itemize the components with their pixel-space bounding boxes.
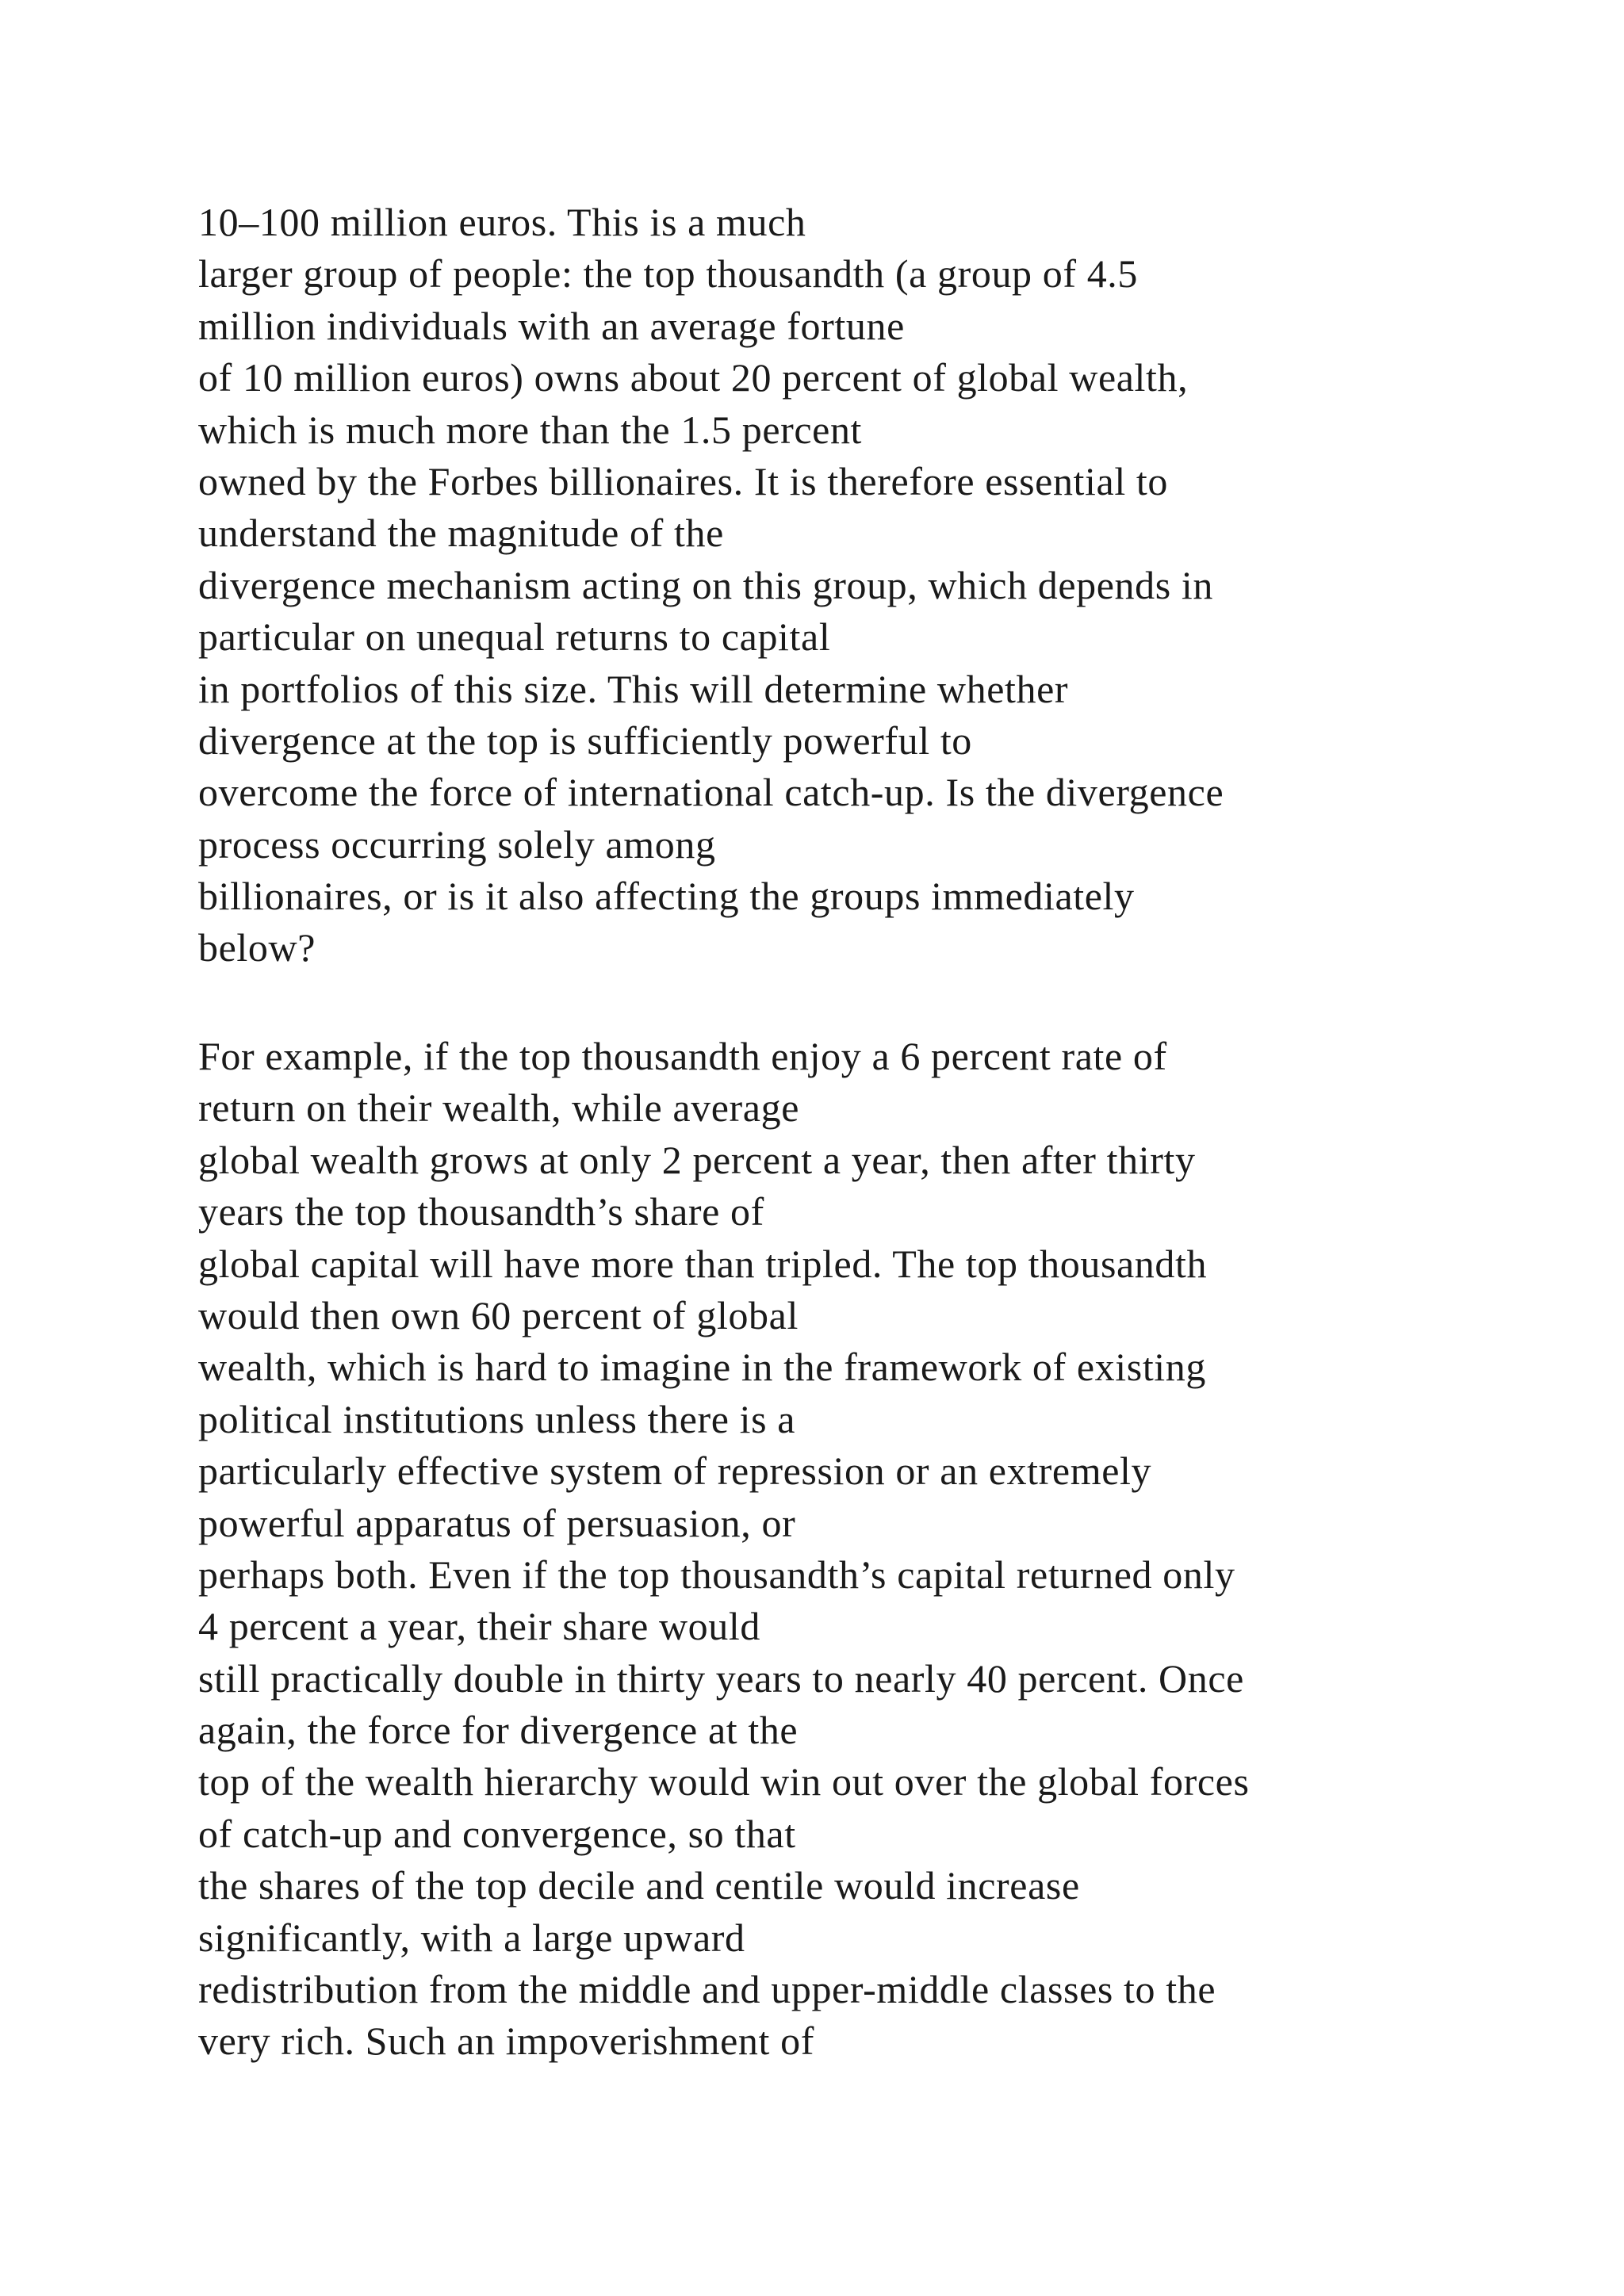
text-line: owned by the Forbes billionaires. It is therefore essential to (198, 458, 1169, 503)
text-line: political institutions unless there is a (198, 1396, 796, 1441)
text-line: in portfolios of this size. This will determine whether (198, 666, 1069, 711)
text-line: perhaps both. Even if the top thousandth’s capital returned only (198, 1552, 1235, 1597)
text-line: redistribution from the middle and upper-middle classes to the (198, 1967, 1216, 2012)
text-line: significantly, with a large upward (198, 1915, 745, 1960)
text-line: million individuals with an average fortune (198, 303, 905, 348)
text-line: of 10 million euros) owns about 20 percent of global wealth, (198, 355, 1189, 400)
text-line: 10–100 million euros. This is a much (198, 200, 806, 244)
text-line: the shares of the top decile and centile would increase (198, 1863, 1080, 1908)
text-line: global wealth grows at only 2 percent a year, then after thirty (198, 1137, 1196, 1182)
text-line: still practically double in thirty years to nearly 40 percent. Once (198, 1655, 1244, 1701)
text-line: would then own 60 percent of global (198, 1292, 799, 1337)
text-line: For example, if the top thousandth enjoy a 6 percent rate of (198, 1034, 1167, 1078)
text-line: top of the wealth hierarchy would win out over the global forces (198, 1759, 1250, 1804)
text-line: global capital will have more than tripled. The top thousandth (198, 1241, 1208, 1286)
paragraph-1 (198, 197, 1546, 974)
text-line: return on their wealth, while average (198, 1085, 799, 1131)
text-line: years the top thousandth’s share of (198, 1189, 764, 1234)
text-line: divergence mechanism acting on this group, which depends in (198, 562, 1214, 607)
text-line: again, the force for divergence at the (198, 1708, 799, 1753)
text-line: divergence at the top is sufficiently powerful to (198, 718, 972, 763)
text-line: billionaires, or is it also affecting the groups immediately (198, 874, 1135, 919)
text-line: of catch-up and convergence, so that (198, 1811, 796, 1856)
text-line: wealth, which is hard to imagine in the framework of existing (198, 1345, 1206, 1390)
text-line: which is much more than the 1.5 percent (198, 407, 863, 452)
text-line: process occurring solely among (198, 821, 716, 867)
text-line: very rich. Such an impoverishment of (198, 2019, 814, 2064)
text-line: understand the magnitude of the (198, 511, 724, 556)
text-line: particularly effective system of repression or an extremely (198, 1448, 1152, 1494)
text-line: below? (198, 925, 316, 970)
text-line: larger group of people: the top thousandth (a group of 4.5 (198, 251, 1138, 297)
text-line: particular on unequal returns to capital (198, 614, 831, 660)
text-line: overcome the force of international catch-up. Is the divergence (198, 770, 1224, 815)
text-line: 4 percent a year, their share would (198, 1604, 760, 1649)
paragraph-2 (198, 1031, 1546, 2068)
text-line: powerful apparatus of persuasion, or (198, 1500, 796, 1545)
